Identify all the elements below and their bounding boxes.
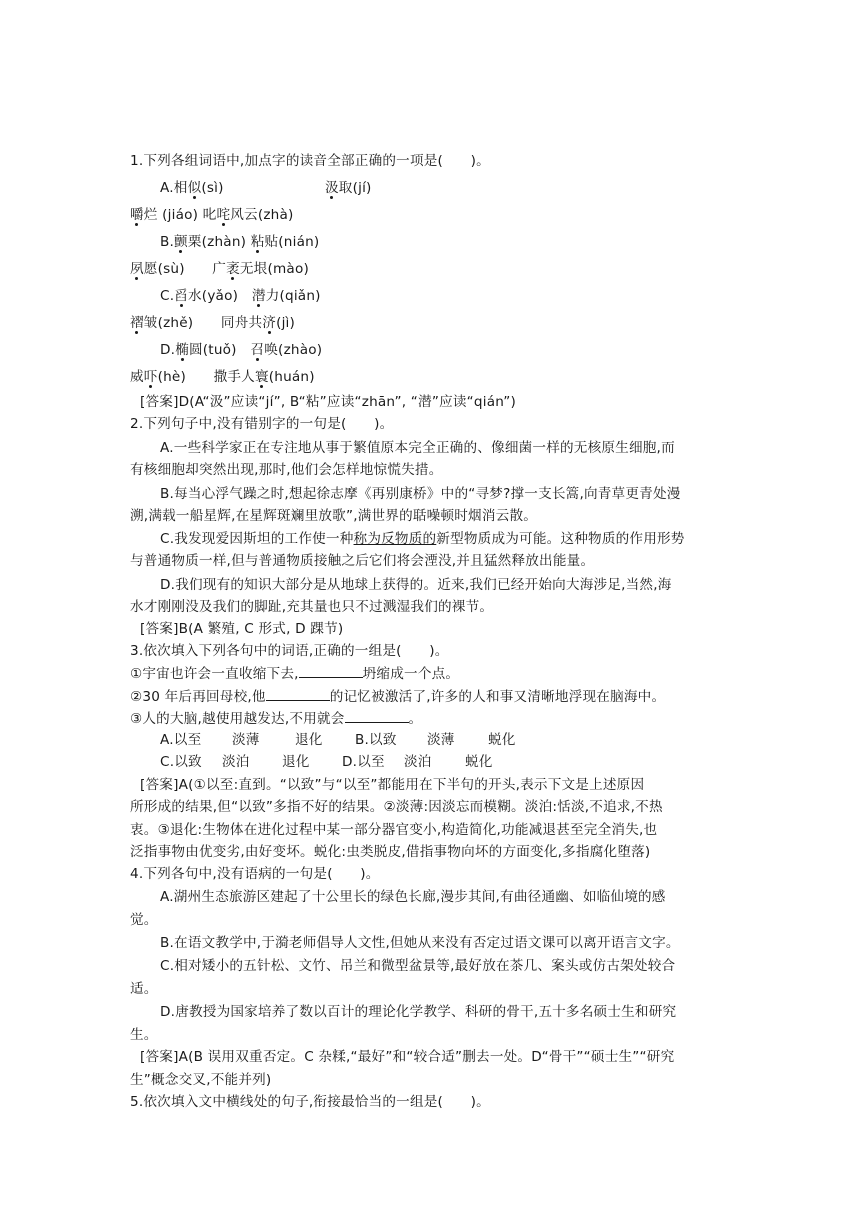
q2-option-a: A.一些科学家正在专注地从事于繁值原本完全正确的、像细菌一样的无核原生细胞,而 — [160, 440, 675, 456]
q2-stem: 2.下列句子中,没有错别字的一句是( )。 — [130, 416, 394, 432]
q2-option-a-cont: 有核细胞却突然出现,那时,他们会怎样地惊慌失措。 — [130, 462, 443, 478]
dotted-char: 吓 — [143, 369, 158, 385]
q3-sentence-1: ①宇宙也许会一直收缩下去, 坍缩成一个点。 — [130, 663, 459, 684]
q2-option-b: B.每当心浮气躁之时,想起徐志摩《再别康桥》中的“寻梦?撑一支长篙,向青草更青处漫 — [160, 486, 681, 502]
q3-answer-line1: [答案]A(①以至:直到。“以致”与“以至”都能用在下半句的开头,表示下文是上述原因 — [140, 777, 645, 793]
dotted-char: 袤 — [226, 261, 240, 277]
q3-sentence-3: ③人的大脑,越使用越发达,不用就会 。 — [130, 708, 422, 729]
q2-option-d-cont: 水才刚刚没及我们的脚趾,充其量也只不过溅湿我们的裸节。 — [130, 599, 494, 615]
fill-blank — [345, 708, 409, 723]
dotted-char: 召 — [250, 342, 265, 358]
dotted-char: 夙 — [130, 261, 144, 277]
q1-option-a-line1: A.相似(sì) — [160, 180, 224, 196]
q4-option-c: C.相对矮小的五针松、文竹、吊兰和微型盆景等,最好放在茶几、案头或仿古架处较合 — [160, 958, 676, 974]
q3-option-d-w2: 淡泊 — [404, 754, 432, 770]
dotted-char: 颤 — [174, 234, 188, 250]
q2-option-c-cont: 与普通物质一样,但与普通物质接触之后它们将会湮没,并且猛然释放出能量。 — [130, 553, 595, 569]
q3-option-c-w2: 淡泊 — [222, 754, 250, 770]
q2-option-c: C.我发现爱因斯坦的工作使一种称为反物质的新型物质成为可能。这种物质的作用形势 — [160, 531, 685, 547]
q3-option-c: C.以致 — [160, 754, 202, 770]
q4-option-d-cont: 生。 — [130, 1027, 158, 1043]
q2-option-b-cont: 溯,满载一船星辉,在星辉斑斓里放歌”,满世界的聒噪顿时烟消云散。 — [130, 508, 538, 524]
q1-option-b-line1: B.颤栗(zhàn) 粘贴(nián) — [160, 234, 320, 250]
q3-option-d: D.以至 — [342, 754, 385, 770]
q1-option-a-word2: 汲取(jí) — [325, 180, 372, 196]
dotted-char: 寰 — [254, 369, 269, 385]
q3-option-a: A.以至 — [160, 732, 202, 748]
q1-answer: [答案]D(A“汲”应读“jí”, B“粘”应读“zhān”, “潜”应读“qián”) — [140, 394, 517, 410]
q3-option-b-w3: 蜕化 — [488, 732, 516, 748]
dotted-char: 嚼 — [130, 207, 144, 223]
dotted-char: 椭 — [175, 342, 189, 358]
dotted-char: 咤 — [216, 207, 231, 223]
q1-option-c-line1: C.舀水(yǎo) 潜力(qiǎn) — [160, 288, 321, 304]
q1-option-b-line2: 夙愿(sù) 广袤无垠(mào) — [130, 261, 309, 277]
q4-option-d: D.唐教授为国家培养了数以百计的理论化学教学、科研的骨干,五十多名硕士生和研究 — [160, 1004, 677, 1020]
q3-option-d-w3: 蜕化 — [465, 754, 493, 770]
dotted-char: 似 — [187, 180, 202, 196]
dotted-char: 粘 — [250, 234, 265, 250]
q3-stem: 3.依次填入下列各句中的词语,正确的一组是( )。 — [130, 643, 449, 659]
q3-sentence-2: ②30 年后再回母校,他 的记忆被激活了,许多的人和事又清晰地浮现在脑海中。 — [130, 686, 665, 707]
q3-option-c-w3: 退化 — [282, 754, 310, 770]
q4-option-b: B.在语文教学中,于漪老师倡导人文性,但她从来没有否定过语文课可以离开语言文字。 — [160, 935, 680, 951]
q3-option-b: B.以致 — [355, 732, 397, 748]
dotted-char: 潜 — [251, 288, 266, 304]
q4-option-a: A.湖州生态旅游区建起了十公里长的绿色长廊,漫步其间,有曲径通幽、如临仙境的感 — [160, 889, 666, 905]
q4-answer-line2: 生”概念交叉,不能并列) — [130, 1072, 272, 1088]
q5-stem: 5.依次填入文中横线处的句子,衔接最恰当的一组是( )。 — [130, 1094, 490, 1110]
dotted-char: 汲 — [325, 180, 339, 196]
q1-stem: 1.下列各组词语中,加点字的读音全部正确的一项是( )。 — [130, 153, 490, 169]
q3-answer-line4: 泛指事物由优变劣,由好变坏。蜕化:虫类脱皮,借指事物向坏的方面变化,多指腐化堕落) — [130, 844, 651, 860]
q1-option-d-line2: 威吓(hè) 撒手人寰(huán) — [130, 369, 315, 385]
q2-option-d: D.我们现有的知识大部分是从地球上获得的。近来,我们已经开始向大海涉足,当然,海 — [160, 577, 672, 593]
q1-option-d-line1: D.椭圆(tuǒ) 召唤(zhào) — [160, 342, 323, 358]
q3-answer-line2: 所形成的结果,但“以致”多指不好的结果。②淡薄:因淡忘而模糊。淡泊:恬淡,不追求,不热 — [130, 799, 663, 815]
q3-option-a-w2: 淡薄 — [232, 732, 260, 748]
dotted-char: 褶 — [130, 315, 144, 331]
fill-blank — [299, 663, 363, 678]
dotted-char: 舀 — [174, 288, 189, 304]
q4-option-c-cont: 适。 — [130, 981, 158, 997]
q3-option-b-w2: 淡薄 — [427, 732, 455, 748]
q3-option-a-w3: 退化 — [295, 732, 323, 748]
underlined-phrase: 称为反物质的 — [353, 531, 437, 547]
q3-answer-line3: 衷。③退化:生物体在进化过程中某一部分器官变小,构造简化,功能减退甚至完全消失,也 — [130, 822, 658, 838]
dotted-char: 济 — [262, 315, 277, 331]
fill-blank — [266, 686, 330, 701]
q4-option-a-cont: 觉。 — [130, 912, 158, 928]
q1-option-a-line2: 嚼烂 (jiáo) 叱咤风云(zhà) — [130, 207, 294, 223]
q1-option-c-line2: 褶皱(zhě) 同舟共济(jì) — [130, 315, 296, 331]
q2-answer: [答案]B(A 繁殖, C 形式, D 踝节) — [140, 621, 344, 637]
q4-stem: 4.下列各句中,没有语病的一句是( )。 — [130, 866, 380, 882]
q4-answer-line1: [答案]A(B 误用双重否定。C 杂糅,“最好”和“较合适”删去一处。D“骨干”“硕士生”“研究 — [140, 1049, 675, 1065]
